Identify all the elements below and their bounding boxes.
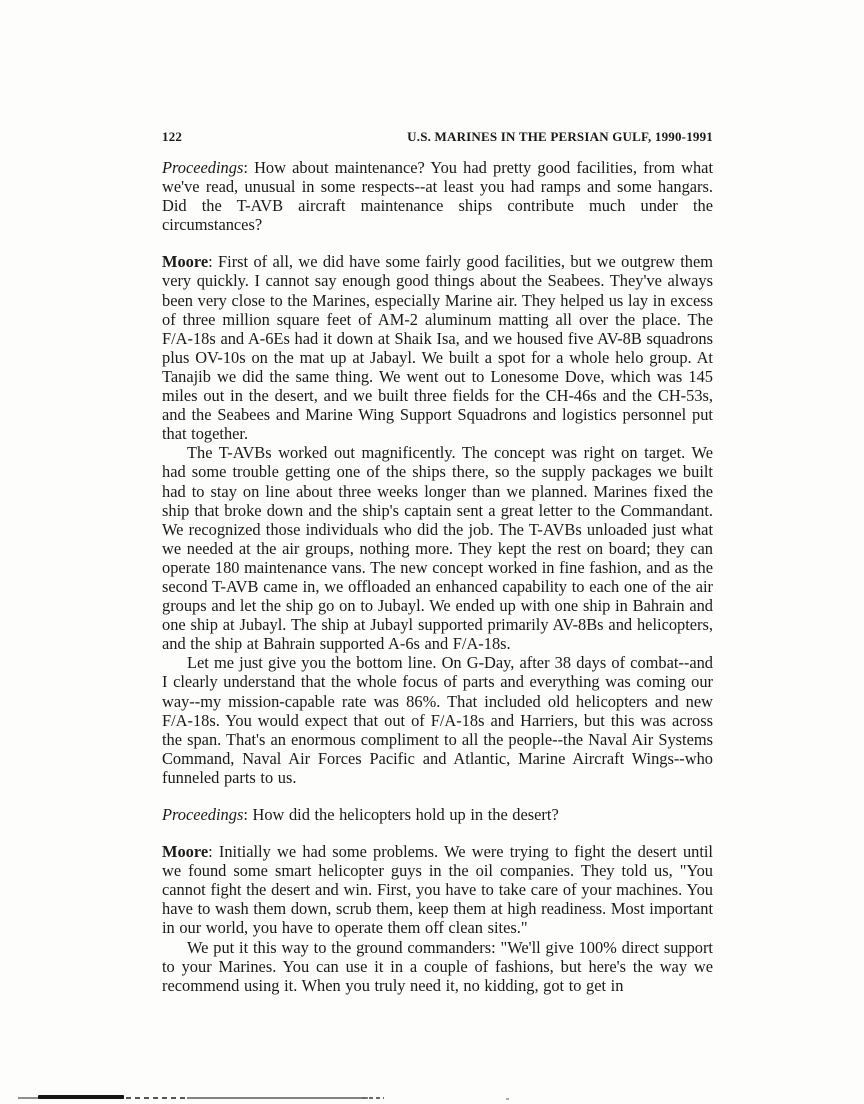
dialogue-turn-lead-paragraph: Proceedings: How did the helicopters hold up in the desert? (162, 805, 559, 824)
scan-artifact-dashes (126, 1097, 186, 1099)
page-number: 122 (162, 129, 183, 144)
speaker-label: Proceedings (162, 158, 244, 177)
dialogue-paragraph: We put it this way to the ground commanders: "We'll give 100% direct support to your Marines. You can use it in a couple of fashions, but here's the way we recommend using it. When you truly need it, no kidding, got to get in (162, 937, 713, 995)
running-title: U.S. MARINES IN THE PERSIAN GULF, 1990-1991 (407, 129, 713, 144)
speaker-label: Moore (162, 252, 209, 272)
scan-artifact-line (187, 1097, 368, 1099)
dialogue-turn-lead-paragraph: Proceedings: How about maintenance? You had pretty good facilities, from what we've read, unusual in some respects--at least you had ramps and some hangars. Did the T-AVB aircraft maintenance ships contribute much under the circumstances? (162, 158, 713, 235)
dialogue-paragraph: The T-AVBs worked out magnificently. The concept was right on target. We had some trouble getting one of the ships there, so the supply packages we built had to stay on line about three weeks longer than we planned. Marines fixed the ship that broke down and the ship's captain sent a great letter to the Commandant. We recognized those individuals who did the job. The T-AVBs unloaded just what we needed at the air groups, nothing more. They kept the rest on board; they can operate 180 maintenance vans. The new concept worked in fine fashion, and as the second T-AVB came in, we offloaded an enhanced capability to each one of the air groups and let the ship go on to Jubayl. We ended up with one ship in Bahrain and one ship at Jubayl. The ship at Jubayl supported primarily AV-8Bs and helicopters, and the ship at Bahrain supported A-6s and F/A-18s. (162, 443, 713, 654)
interview-transcript (162, 158, 713, 995)
scan-artifact-dashes (362, 1097, 384, 1099)
speaker-label: Proceedings (162, 805, 244, 824)
dialogue-turn-lead-paragraph: Moore: First of all, we did have some fairly good facilities, but we outgrew them very quickly. I cannot say enough good things about the Seabees. They've always been very close to the Marines, especially Marine air. They helped us lay in excess of three million square feet of AM-2 aluminum matting all over the place. The F/A-18s and A-6Es had it down at Shaik Isa, and we housed five AV-8B squadrons plus OV-10s on the mat up at Jabayl. We built a spot for a whole helo group. At Tanajib we did the same thing. We went out to Lonesome Dove, which was 145 miles out in the desert, and we built three fields for the CH-46s and the CH-53s, and the Seabees and Marine Wing Support Squadrons and logistics personnel put that together. (162, 252, 713, 444)
dialogue-paragraph: Let me just give you the bottom line. On G-Day, after 38 days of combat--and I clearly understand that the whole focus of parts and everything was coming our way--my mission-capable rate was 86%. That included old helicopters and new F/A-18s. You would expect that out of F/A-18s and Harriers, but this was across the span. That's an enormous compliment to all the people--the Naval Air Systems Command, Naval Air Forces Pacific and Atlantic, Marine Aircraft Wings--who funneled parts to us. (162, 653, 713, 787)
scan-artifact-speck (506, 1098, 509, 1100)
scan-artifact-line (18, 1097, 124, 1099)
speaker-label: Moore (162, 842, 209, 862)
dialogue-turn-lead-paragraph: Moore: Initially we had some problems. We were trying to fight the desert until we found some smart helicopter guys in the oil companies. They told us, "You cannot fight the desert and win. First, you have to take care of your machines. You have to wash them down, scrub them, keep them at high readiness. Most important in our world, you have to operate them off clean sites." (162, 842, 713, 938)
running-header (162, 129, 713, 145)
scan-artifact-blob (38, 1095, 124, 1099)
